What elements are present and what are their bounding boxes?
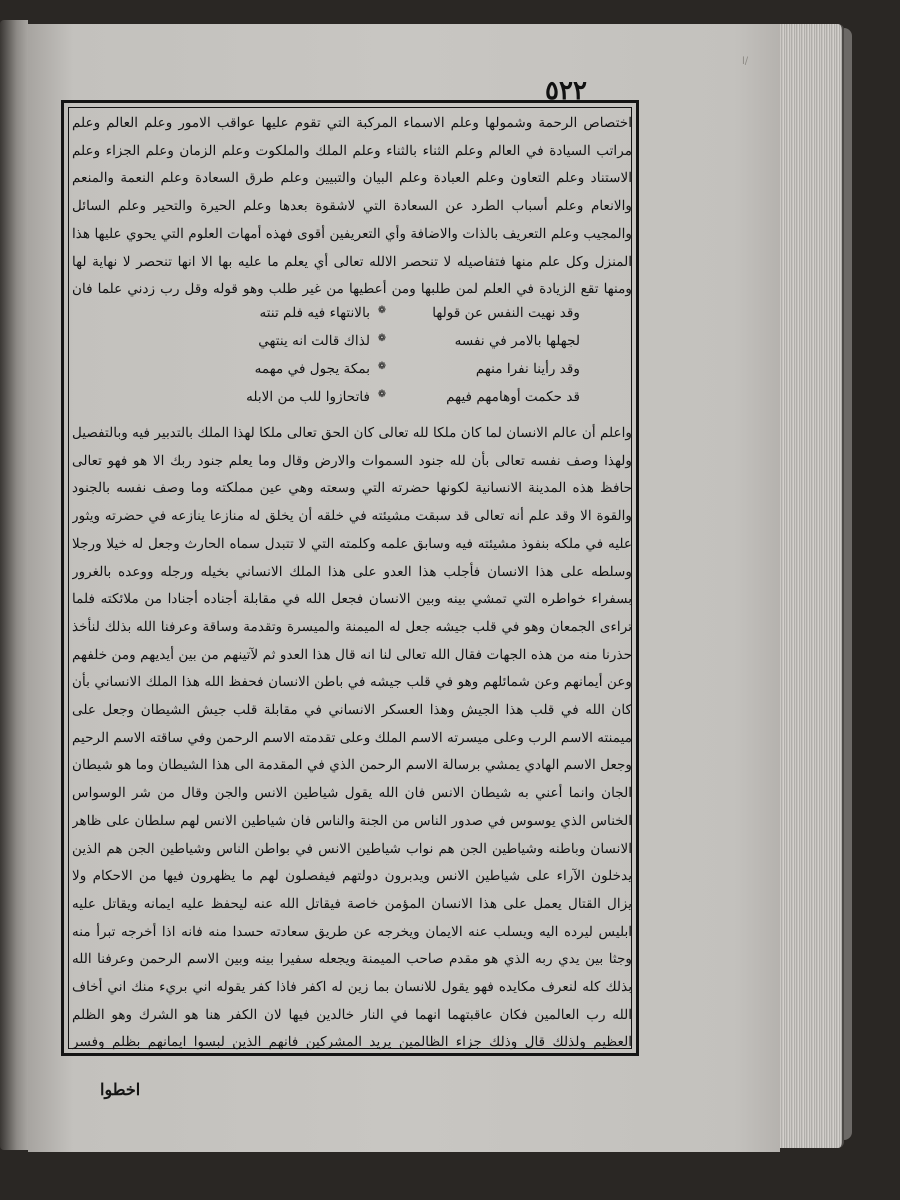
verse-separator: ❁ (377, 389, 387, 400)
catchword: اخطوا (100, 1080, 141, 1099)
verse-hemistich-first: وقد رأينا نفرا منهم (475, 361, 580, 377)
margin-mark: ا/ (742, 56, 749, 67)
verse-hemistich-second: بالانتهاء فيه فلم تنته (259, 305, 370, 321)
verse-line (180, 361, 580, 387)
verse-hemistich-second: بمكة يجول في مهمه (254, 361, 370, 377)
page-stack-edge (780, 24, 844, 1148)
verse-hemistich-second: فاتحازوا للب من الابله (246, 389, 370, 405)
verse-line (180, 305, 580, 331)
verse-separator: ❁ (377, 361, 387, 372)
body-paragraph: واعلم أن عالم الانسان لما كان ملكا لله تعالى كان الحق تعالى ملكا لهذا الملك بالتدبير فيه وبالتفصيل ولهذا وصف نفسه تعالى بأن لله جنود السموات والارض وقال وما يعلم جنود ربك الا هو فهو تعالى حافظ هذه المدينة الانسانية لكونها حضرته التي وسعته وهي عين مملكته وما وصف نفسه بالجنود والقوة الا وقد علم أنه تعالى قد سبقت مشيئته في خلقه أن يخلق له منازعا ينازعه في حضرته ويثور عليه في ملكه بنفوذ مشيئته فيه وسابق علمه وكلمته التي لا تتبدل سماه الحارث وجعل له خيلا ورجلا وسلطه على هذا الانسان فأجلب هذا العدو على هذا الملك الانساني بخيله ورجله ووعده بالغرور بسفراء خواطره التي تمشي بينه وبين الانسان فجعل الله في مقابلة أجناده أجنادا من ملائكته فلما تراءى الجمعان وهو في قلب جيشه جعل له الميمنة والميسرة وتقدمة وساقة وعرفنا الله بذلك لنأخذ حذرنا منه من هذه الجهات فقال الله تعالى لنا انه قال هذا العدو ثم لآتينهم من بين أيديهم ومن خلفهم وعن أيمانهم وعن شمائلهم وهو في قلب جيشه في باطن الانسان فحفظ الله هذا الملك الانساني بأن كان الله في قلب هذا الجيش وهذا العسكر الانساني في مقابلة قلب جيش الشيطان وجعل على ميمنته الاسم الرب وعلى ميسرته الاسم الملك وعلى تقدمته الاسم الرحمن وفي ساقته الاسم الرحيم وجعل الاسم الهادي يمشي برسالة الاسم الرحمن الذي في المقدمة الى هذا الشيطان وما هو شيطان الجان وانما أعني به شيطان الانس فان الله يقول شياطين الانس والجن وقال من شر الوسواس الخناس الذي يوسوس في صدور الناس من الجنة والناس فان شياطين الانس لهم سلطان على ظاهر الانسان وباطنه وشياطين الجن هم نواب شياطين الانس في بواطن الناس وشياطين الجن هم الذين يدخلون الآراء على شياطين الانس ويدبرون دولتهم فيفصلون لهم ما يظهرون فيها من الاحكام ولا يزال القتال يعمل على هذا الانسان المؤمن خاصة فيقاتل الله عنه ليحفظ عليه ايمانه ويقاتل عليه ابليس ليرده اليه ويسلب عنه الايمان ويخرجه عن طريق سعادته حسدا منه فانه اذا أخرجه تبرأ منه وجثا بين يدي ربه الذي هو مقدم صاحب الميمنة ويجعله سفيرا بينه وبين الاسم الرحمن وعرفنا الله بذلك كله لنعرف مكايده فهو يقول للانسان بما زين له اكفر فاذا كفر يقوله اني بريء منك اني أخاف الله رب العالمين فكان عاقبتهما انهما في النار خالدين فيها لان الكفر هنا هو الشرك وهو الظلم العظيم ولذلك قال وذلك جزاء الظالمين يريد المشركين فانهم الذين لبسوا ايمانهم بظلم وفسر (72, 425, 632, 1050)
verse-separator: ❁ (377, 305, 387, 316)
verse-line (180, 389, 580, 415)
verse-hemistich-first: قد حكمت أوهامهم فيهم (446, 389, 580, 405)
page-number: ٥٢٢ (545, 76, 587, 106)
opening-paragraph: اختصاص الرحمة وشمولها وعلم الاسماء المركبة التي تقوم عليها عواقب الامور وعلم العالم وعلم مراتب السيادة في العالم وعلم الثناء بالثناء وعلم الملك والملكوت وعلم الزمان وعلم الجزاء وعلم الاستناد وعلم التعاون وعلم العبادة وعلم البيان والتبيين وعلم طرق السعادة وعلم النعمة والمنعم والانعام وعلم أسباب الطرد عن السعادة التي لاشقوة بعدها وعلم الحيرة والتحير وعلم السائل والمجيب وعلم التعريف بالذات والاضافة وأي التعريفين أقوى فهذه أمهات العلوم التي يحوي عليها هذا المنزل وكل علم منها فتفاصيله لا تنحصر الالله تعالى أي يعلم ما عليه بها الا انها تنحصر لا نهاية لها ومنها تقع الزيادة في العلم لمن طلبها ومن أعطيها من غير طلب وهو قوله وقل رب زدني علما فان (72, 115, 632, 298)
verse-line (180, 333, 580, 359)
verse-hemistich-first: وقد نهيت النفس عن قولها (432, 305, 580, 321)
verse-hemistich-first: لجهلها بالامر في نفسه (454, 333, 580, 349)
verse-separator: ❁ (377, 333, 387, 344)
main-text (72, 110, 632, 1050)
verse-hemistich-second: لذاك قالت انه ينتهي (258, 333, 370, 349)
left-page-edge (0, 20, 28, 1150)
